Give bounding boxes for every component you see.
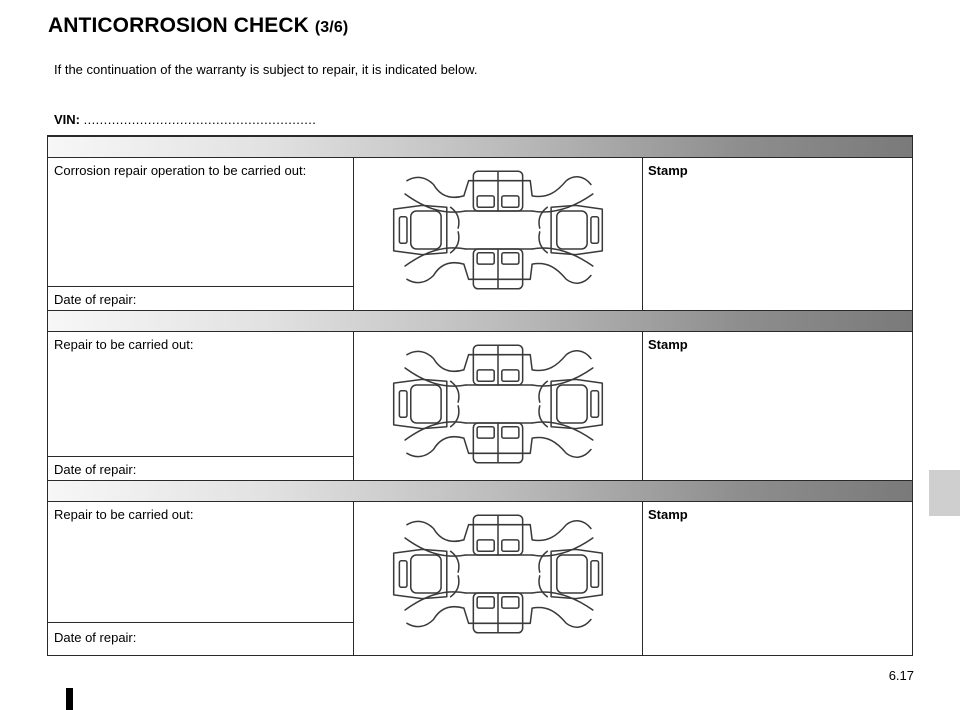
date-of-repair-label: Date of repair: [54, 462, 137, 477]
vin-dots: .......................................................... [83, 112, 317, 127]
page-part-indicator: (3/6) [314, 19, 349, 36]
anticorrosion-table [47, 135, 913, 656]
section-header-band [48, 480, 912, 502]
chapter-tab-marker [929, 470, 960, 516]
car-body-diagram [388, 508, 608, 640]
section-header-band [48, 136, 912, 158]
stamp-label: Stamp [648, 507, 688, 522]
repair-section-2 [48, 332, 912, 480]
repair-section-3 [48, 502, 912, 655]
operation-label: Repair to be carried out: [54, 507, 194, 522]
operation-label: Corrosion repair operation to be carried out: [54, 163, 307, 178]
date-of-repair-label: Date of repair: [54, 630, 137, 645]
page-title [48, 14, 348, 38]
date-of-repair-label: Date of repair: [54, 292, 137, 307]
crop-mark [66, 688, 73, 710]
stamp-label: Stamp [648, 163, 688, 178]
operation-label: Repair to be carried out: [54, 337, 194, 352]
car-body-diagram [388, 338, 608, 470]
intro-text: If the continuation of the warranty is subject to repair, it is indicated below. [54, 62, 478, 77]
car-body-diagram [388, 164, 608, 296]
page-number: 6.17 [888, 668, 914, 683]
repair-section-1 [48, 158, 912, 310]
vin-line [54, 112, 316, 127]
stamp-label: Stamp [648, 337, 688, 352]
section-header-band [48, 310, 912, 332]
page-title-text: ANTICORROSION CHECK [48, 14, 309, 37]
vin-label: VIN: [54, 112, 80, 127]
